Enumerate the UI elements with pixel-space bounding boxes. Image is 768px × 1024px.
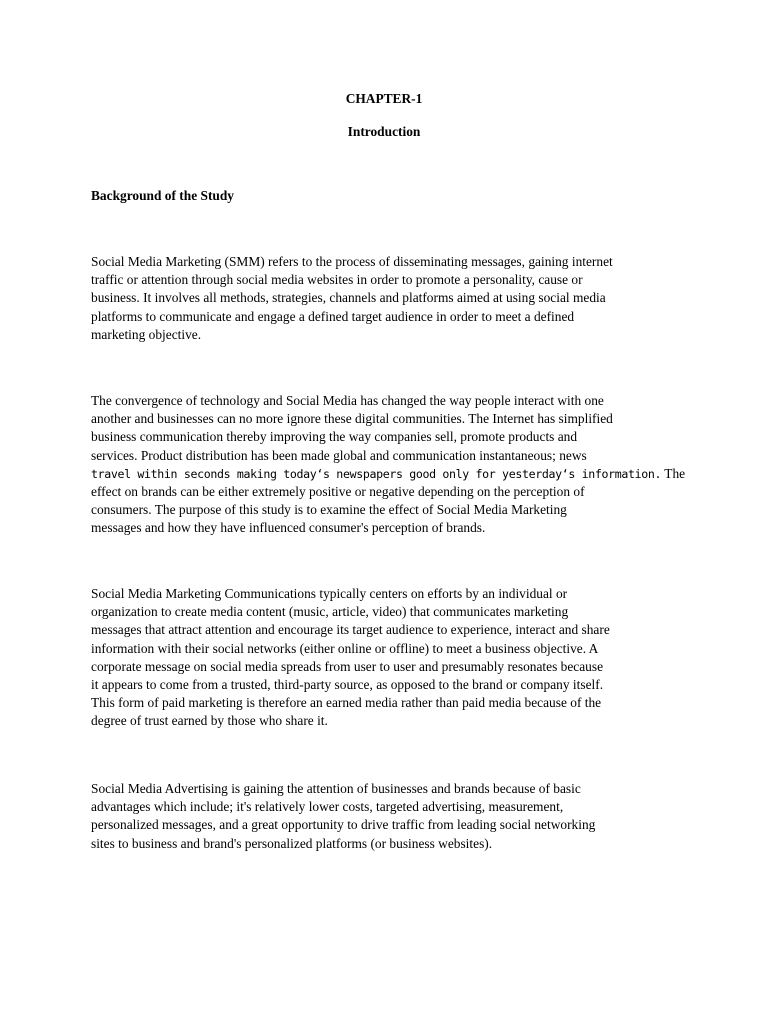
text-line: degree of trust earned by those who share it. [91, 713, 328, 729]
text-line: The convergence of technology and Social Media has changed the way people interact with one [91, 393, 604, 408]
text-line: information with their social networks (either online or offline) to meet a business objective. A [91, 640, 599, 656]
text-line-mixed [91, 465, 691, 483]
text-line: another and businesses can no more ignore these digital communities. The Internet has simplified [91, 411, 613, 427]
text-line: sites to business and brand's personalized platforms (or business websites). [91, 835, 493, 851]
text-line: it appears to come from a trusted, third-party source, as opposed to the brand or company itself. [91, 677, 604, 693]
paragraph-advertising [91, 780, 691, 853]
paragraph-convergence [91, 392, 691, 538]
text-line: services. Product distribution has been made global and communication instantaneous; news [91, 447, 587, 463]
text-run: The [661, 465, 686, 481]
text-line: consumers. The purpose of this study is to examine the effect of Social Media Marketing [91, 502, 567, 518]
text-line: advantages which include; it's relatively lower costs, targeted advertising, measurement, [91, 799, 564, 815]
mono-text-run: travel within seconds making today‘s newspapers good only for yesterday‘s information. [91, 466, 662, 481]
text-line: business. It involves all methods, strategies, channels and platforms aimed at using social media [91, 290, 606, 306]
text-line: This form of paid marketing is therefore an earned media rather than paid media because of the [91, 695, 602, 711]
text-line: messages that attract attention and encourage its target audience to experience, interact and share [91, 622, 610, 638]
text-line: marketing objective. [91, 326, 202, 342]
text-line: Social Media Marketing Communications typically centers on efforts by an individual or [91, 586, 568, 601]
text-line: organization to create media content (music, article, video) that communicates marketing [91, 604, 569, 620]
subsection-heading: Background of the Study [91, 188, 234, 203]
text-line: effect on brands can be either extremely positive or negative depending on the perception of [91, 484, 585, 500]
paragraph-marketing-communications [91, 585, 691, 731]
text-line: personalized messages, and a great opportunity to drive traffic from leading social networking [91, 817, 596, 833]
text-line: messages and how they have influenced consumer's perception of brands. [91, 520, 486, 536]
text-line: platforms to communicate and engage a defined target audience in order to meet a defined [91, 308, 575, 324]
text-line: business communication thereby improving the way companies sell, promote products and [91, 429, 578, 445]
text-line: corporate message on social media spreads from user to user and presumably resonates because [91, 658, 604, 674]
text-line: traffic or attention through social media websites in order to promote a personality, cause or [91, 272, 583, 288]
chapter-label: CHAPTER-1 [345, 91, 423, 106]
section-title: Introduction [347, 124, 421, 139]
text-line: Social Media Marketing (SMM) refers to the process of disseminating messages, gaining internet [91, 254, 613, 269]
text-line: Social Media Advertising is gaining the attention of businesses and brands because of basic [91, 781, 581, 796]
paragraph-smm-definition [91, 253, 691, 344]
